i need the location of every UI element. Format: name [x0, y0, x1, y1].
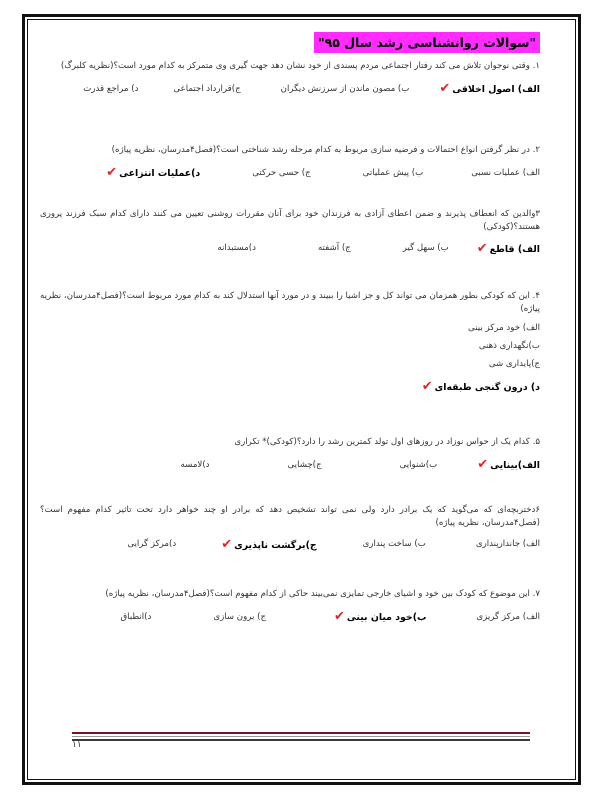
option-correct: الف) قاطع✔	[476, 240, 540, 256]
question-text: ۳والدین که انعطاف پذیرند و ضمن اعطای آزادی به فرزندان خود برای آنان مقررات روشنی تعیین می کنند دارای کدام سبک فرزند پروری هستند؟(کودکی)	[40, 209, 540, 233]
check-icon: ✔	[221, 536, 233, 552]
option: ب) مصون ماندن از سرزنش دیگران	[280, 83, 410, 94]
option-correct: الف)بینایی✔	[477, 457, 540, 473]
check-icon: ✔	[476, 240, 488, 256]
option: ج)پایداری شی	[488, 359, 540, 370]
footer-divider	[72, 732, 530, 741]
question-text: ۶دختربچه‌ای که می‌گوید که یک برادر دارد ولی نمی تواند تشخیص دهد که برادر او چند خواهر دارد تحت تاثیر کدام مفهوم است؟(فصل۴مدرسان، نظریه پیاژه)	[40, 505, 540, 529]
option-correct: د)عملیات انتزاعی✔	[106, 165, 201, 181]
question-text: ۴. این که کودکی بطور همزمان می تواند کل و جز اشیا را ببیند و در مورد آنها استدلال کند به کدام مورد مربوط است؟(فصل۴مدرسان، نظریه پیاژه)	[40, 291, 540, 315]
document-page	[40, 28, 540, 728]
option: د)مستبدانه	[217, 243, 256, 254]
question-text: ۵. کدام یک از حواس نوزاد در روزهای اول تولد کمترین رشد را دارد؟(کودکی)* تکراری	[234, 437, 540, 447]
title-block	[40, 28, 540, 59]
question-text: ۲. در نظر گرفتن انواع احتمالات و فرضیه سازی مربوط به کدام مرحله رشد شناختی است؟(فصل۴مدرسان، نظریه پیاژه)	[111, 145, 540, 155]
option-correct: ج)برگشت ناپذیری✔	[221, 536, 317, 552]
check-icon: ✔	[106, 165, 118, 181]
option: ب) ساخت پنداری	[362, 539, 426, 550]
question-1	[40, 60, 540, 99]
option: د)انطباق	[120, 611, 152, 622]
page-title: "سوالات روانشناسی رشد سال ۹۵"	[314, 32, 540, 53]
page-number: ۱۱	[72, 740, 82, 750]
option-correct: الف) اصول اخلاقی✔	[439, 81, 540, 97]
check-icon: ✔	[421, 378, 433, 394]
option: ج)قرارداد اجتماعی	[173, 83, 241, 94]
option: ج) حسی حرکتی	[252, 167, 311, 178]
options-row	[40, 535, 540, 555]
question-text: ۷. این موضوع که کودک بین خود و اشیای خارجی تمایزی نمی‌بیند حاکی از کدام مفهوم است؟(فصل۴مدرسان، نظریه پیاژه)	[105, 589, 540, 599]
option-correct: د) درون گنجی طبقه‌ای✔	[421, 378, 540, 394]
question-text: ۱. وقتی نوجوان تلاش می کند رفتار اجتماعی مردم پسندی از خود نشان دهد جهت گیری وی متمرکز به کدام مورد است؟(نظریه کلبرگ)	[60, 61, 540, 71]
option: د)مرکز گرایی	[127, 539, 177, 550]
question-2	[40, 144, 540, 183]
question-7	[40, 588, 540, 627]
option: ب) سهل گیر	[402, 243, 449, 254]
check-icon: ✔	[334, 609, 345, 625]
check-icon: ✔	[477, 457, 489, 473]
option: د)لامسه	[180, 459, 210, 470]
check-icon: ✔	[439, 81, 451, 97]
option-correct: ب)خود میان بینی✔	[334, 609, 427, 625]
option: الف) خود مرکز بینی	[468, 322, 540, 333]
option: ج) برون سازی	[213, 611, 266, 622]
question-4	[40, 290, 540, 402]
option: د) مراجع قدرت	[83, 83, 139, 94]
options-row	[40, 239, 540, 259]
option: الف) جاندارپنداری	[475, 539, 540, 550]
options-row	[40, 607, 540, 627]
option: ج) آشفته	[317, 243, 351, 254]
option: الف) عملیات نسبی	[471, 167, 540, 178]
options-list	[40, 322, 540, 397]
option: الف) مرکز گریزی	[476, 611, 540, 622]
option: ب)نگهداری ذهنی	[478, 340, 540, 351]
options-row	[40, 163, 540, 183]
options-row	[40, 79, 540, 99]
question-6	[40, 504, 540, 555]
option: ب) پیش عملیاتی	[362, 167, 424, 178]
question-5	[40, 436, 540, 475]
options-row	[40, 455, 540, 475]
option: ب)شنوایی	[399, 459, 438, 470]
option: ج)چشایی	[287, 459, 322, 470]
question-3	[40, 208, 540, 259]
